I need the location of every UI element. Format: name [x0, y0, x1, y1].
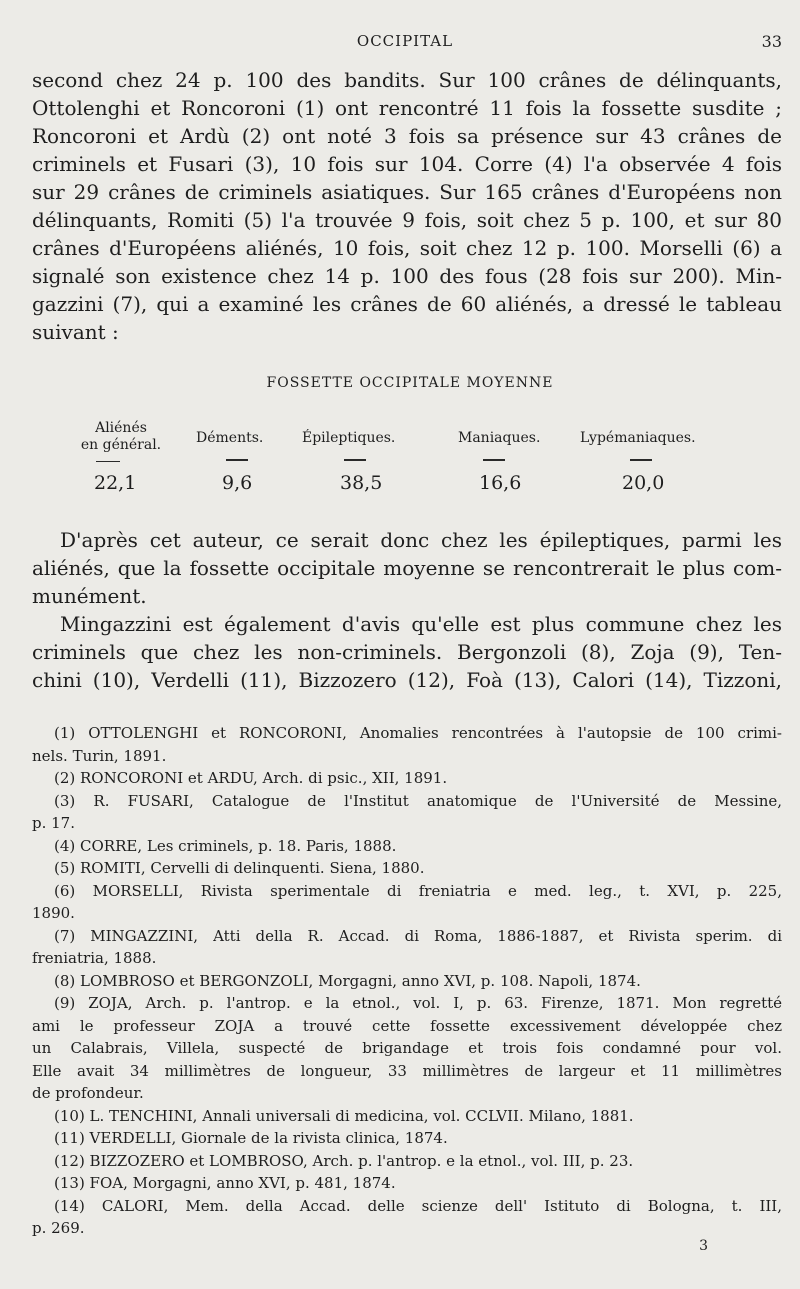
table-value: 22,1 [94, 472, 137, 494]
footnote-line: (4) CORRE, Les criminels, p. 18. Paris, 1888. [54, 836, 397, 855]
text-line: signalé son existence chez 14 p. 100 des fous (28 fois sur 200). Min- [32, 264, 782, 288]
text-line: chini (10), Verdelli (11), Bizzozero (12), Foà (13), Calori (14), Tizzoni, [32, 668, 782, 692]
footnote-line: (14) CALORI, Mem. della Accad. delle scienze dell' Istituto di Bologna, t. III, [54, 1196, 782, 1215]
table-value: 9,6 [222, 472, 253, 494]
table-header-dements: Déments. [196, 430, 264, 446]
footnote-line: (10) L. TENCHINI, Annali universali di medicina, vol. CCLVII. Milano, 1881. [54, 1106, 634, 1125]
footnote-line: (9) ZOJA, Arch. p. l'antrop. e la etnol., vol. I, p. 63. Firenze, 1871. Mon regretté [54, 994, 782, 1012]
table-header-maniaques: Maniaques. [458, 430, 541, 446]
footnote-line: (8) LOMBROSO et BERGONZOLI, Morgagni, anno XVI, p. 108. Napoli, 1874. [54, 971, 641, 990]
footnote-line: (7) MINGAZZINI, Atti della R. Accad. di Roma, 1886-1887, et Rivista sperim. di [54, 926, 782, 945]
footnotes [32, 722, 782, 1240]
text-line: second chez 24 p. 100 des bandits. Sur 100 crânes de délinquants, [32, 68, 782, 92]
footnote-line: de profondeur. [32, 1084, 144, 1102]
running-title: OCCIPITAL [356, 32, 454, 50]
footnote-line: nels. Turin, 1891. [32, 746, 167, 765]
table-title: FOSSETTE OCCIPITALE MOYENNE [266, 375, 554, 391]
text-line: délinquants, Romiti (5) l'a trouvée 9 fois, soit chez 5 p. 100, et sur 80 [32, 208, 782, 232]
body-paragraph-1 [32, 66, 782, 346]
table-header-row [0, 418, 800, 458]
footnote-line: (6) MORSELLI, Rivista sperimentale di freniatria e med. leg., t. XVI, p. 225, [54, 881, 782, 900]
text-line: crânes d'Européens aliénés, 10 fois, soit chez 12 p. 100. Morselli (6) a [32, 236, 782, 260]
table-dash [226, 459, 248, 461]
text-line: sur 29 crânes de criminels asiatiques. Sur 165 crânes d'Européens non [32, 180, 782, 204]
body-paragraph-2 [32, 526, 782, 694]
footnote-line: (3) R. FUSARI, Catalogue de l'Institut anatomique de l'Université de Messine, [54, 791, 782, 810]
table-header-lypemaniaques: Lypémaniaques. [580, 430, 696, 446]
table-dash [96, 461, 120, 462]
footnote-line: (2) RONCORONI et ARDU, Arch. di psic., XII, 1891. [54, 769, 448, 787]
footnote-line: (5) ROMITI, Cervelli di delinquenti. Siena, 1880. [54, 859, 425, 877]
text-line: criminels que chez les non-criminels. Bergonzoli (8), Zoja (9), Ten- [32, 640, 782, 664]
table-dashes [0, 455, 800, 467]
footnote-line: Elle avait 34 millimètres de longueur, 33 millimètres de largeur et 11 millimètres [32, 1061, 782, 1080]
text-line: gazzini (7), qui a examiné les crânes de 60 aliénés, a dressé le tableau [32, 292, 782, 316]
table-value: 16,6 [479, 472, 522, 494]
table-value: 20,0 [622, 472, 665, 494]
table-header-general-line2: en général. [80, 437, 162, 453]
text-line: suivant : [32, 320, 119, 344]
text-line: munément. [32, 584, 147, 608]
footnote-line: freniatria, 1888. [32, 949, 157, 967]
page-header [28, 32, 782, 52]
table-value: 38,5 [340, 472, 383, 494]
text-line: Mingazzini est également d'avis qu'elle est plus commune chez les [60, 612, 782, 636]
text-line: D'après cet auteur, ce serait donc chez les épileptiques, parmi les [60, 528, 782, 552]
table-dash [483, 459, 505, 461]
footnote-line: (12) BIZZOZERO et LOMBROSO, Arch. p. l'antrop. e la etnol., vol. III, p. 23. [54, 1151, 634, 1170]
page-number: 33 [761, 32, 782, 51]
table-header-general-line1: Aliénés [95, 420, 147, 436]
footnote-line: (1) OTTOLENGHI et RONCORONI, Anomalies rencontrées à l'autopsie de 100 crimi- [54, 724, 782, 742]
footnote-line: ami le professeur ZOJA a trouvé cette fossette excessivement développée chez [32, 1016, 782, 1035]
footnote-line: 1890. [32, 904, 75, 922]
sheet-signature: 3 [699, 1238, 708, 1254]
text-line: criminels et Fusari (3), 10 fois sur 104. Corre (4) l'a observée 4 fois [32, 152, 782, 176]
footnote-line: (13) FOA, Morgagni, anno XVI, p. 481, 1874. [54, 1174, 396, 1192]
text-line: Roncoroni et Ardù (2) ont noté 3 fois sa présence sur 43 crânes de [32, 124, 782, 148]
table-values-row [0, 472, 800, 496]
table-dash [630, 459, 652, 461]
footnote-line: (11) VERDELLI, Giornale de la rivista clinica, 1874. [54, 1129, 448, 1147]
text-line: aliénés, que la fossette occipitale moyenne se rencontrerait le plus com- [32, 556, 782, 580]
text-line: Ottolenghi et Roncoroni (1) ont rencontré 11 fois la fossette susdite ; [32, 96, 782, 120]
footnote-line: p. 17. [32, 814, 75, 832]
footnote-line: p. 269. [32, 1219, 85, 1237]
table-header-general [66, 420, 176, 454]
footnote-line: un Calabrais, Villela, suspecté de brigandage et trois fois condamné pour vol. [32, 1039, 782, 1057]
table-header-epileptiques: Épileptiques. [302, 430, 396, 446]
table-dash [344, 459, 366, 461]
